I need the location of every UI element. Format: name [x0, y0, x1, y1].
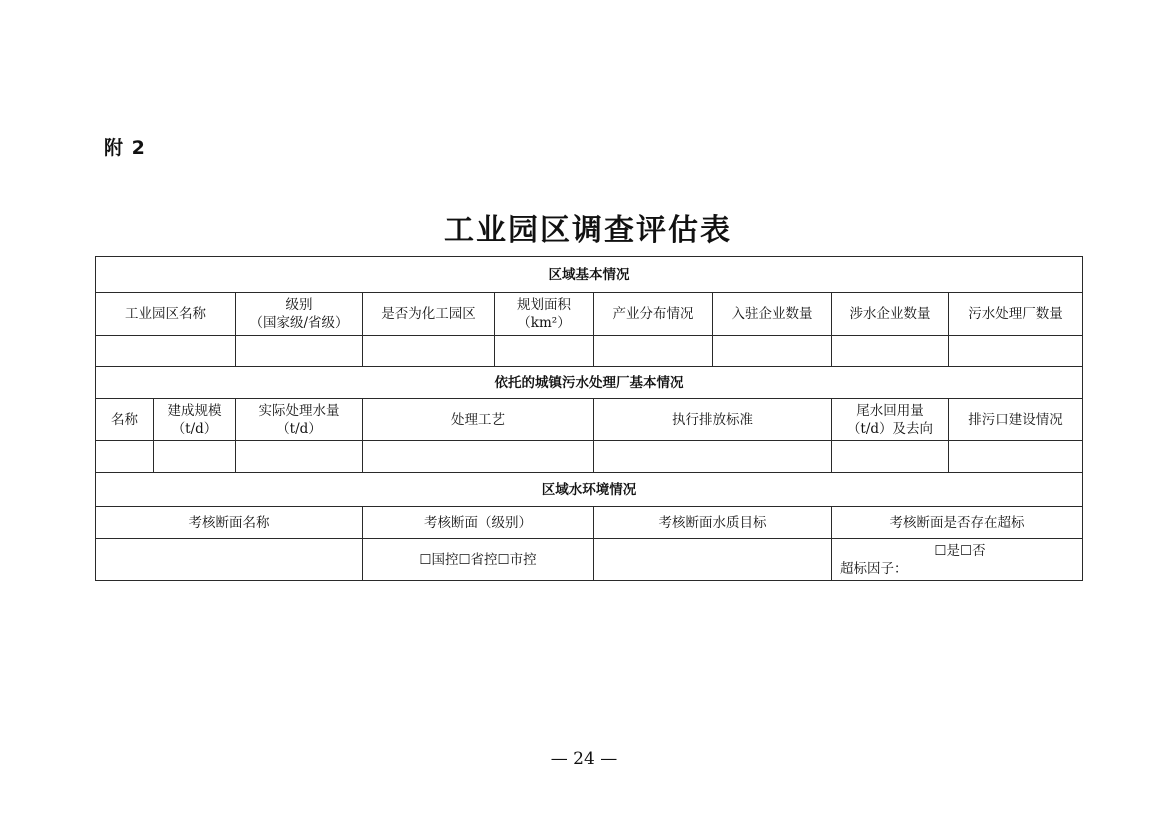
exceed-factor-label: 超标因子：: [840, 560, 908, 577]
page-number: — 24 —: [550, 749, 618, 769]
header-cell: 实际处理水量 （t/d）: [236, 399, 363, 441]
header-cell: 处理工艺: [363, 399, 594, 441]
blank-cell[interactable]: [96, 441, 154, 473]
header-cell: 建成规模 （t/d）: [154, 399, 236, 441]
section-heading: 区域水环境情况: [96, 473, 1083, 507]
header-cell: 考核断面是否存在超标: [832, 507, 1083, 539]
blank-data-row: [96, 441, 1083, 473]
header-row: [96, 507, 1083, 539]
blank-cell[interactable]: [594, 336, 713, 367]
exceed-yes-no-options[interactable]: ☐是☐否: [934, 542, 986, 559]
section-sewage-plant-row: [96, 367, 1083, 399]
header-cell: 涉水企业数量: [832, 293, 949, 336]
exceed-checkbox-cell[interactable]: [832, 539, 1083, 581]
header-cell: 排污口建设情况: [949, 399, 1083, 441]
header-cell: 名称: [96, 399, 154, 441]
blank-cell[interactable]: [594, 441, 832, 473]
section-heading: 区域基本情况: [96, 257, 1083, 293]
header-row: [96, 399, 1083, 441]
header-cell: 是否为化工园区: [363, 293, 495, 336]
level-checkbox-cell[interactable]: ☐国控☐省控☐市控: [363, 539, 594, 581]
header-cell: 污水处理厂数量: [949, 293, 1083, 336]
blank-cell[interactable]: [949, 441, 1083, 473]
blank-cell[interactable]: [713, 336, 832, 367]
header-cell: 入驻企业数量: [713, 293, 832, 336]
blank-cell[interactable]: [154, 441, 236, 473]
header-cell: 执行排放标准: [594, 399, 832, 441]
header-cell: 规划面积 （km²）: [495, 293, 594, 336]
blank-cell[interactable]: [96, 539, 363, 581]
blank-cell[interactable]: [832, 441, 949, 473]
blank-cell[interactable]: [236, 441, 363, 473]
section-heading: 依托的城镇污水处理厂基本情况: [96, 367, 1083, 399]
header-cell: 考核断面（级别）: [363, 507, 594, 539]
header-cell: 考核断面名称: [96, 507, 363, 539]
blank-cell[interactable]: [236, 336, 363, 367]
blank-cell[interactable]: [96, 336, 236, 367]
blank-cell[interactable]: [363, 441, 594, 473]
header-cell: 工业园区名称: [96, 293, 236, 336]
survey-table: [95, 256, 1083, 581]
header-row: [96, 293, 1083, 336]
blank-cell[interactable]: [949, 336, 1083, 367]
document-title: 工业园区调查评估表: [444, 213, 732, 248]
blank-cell[interactable]: [832, 336, 949, 367]
header-cell: 考核断面水质目标: [594, 507, 832, 539]
blank-cell[interactable]: [363, 336, 495, 367]
blank-cell[interactable]: [495, 336, 594, 367]
annex-label: 附 2: [104, 137, 146, 159]
section-water-env-row: [96, 473, 1083, 507]
section-basic-info-row: [96, 257, 1083, 293]
header-cell: 级别 （国家级/省级）: [236, 293, 363, 336]
blank-cell[interactable]: [594, 539, 832, 581]
data-row: [96, 539, 1083, 581]
header-cell: 尾水回用量 （t/d）及去向: [832, 399, 949, 441]
blank-data-row: [96, 336, 1083, 367]
header-cell: 产业分布情况: [594, 293, 713, 336]
